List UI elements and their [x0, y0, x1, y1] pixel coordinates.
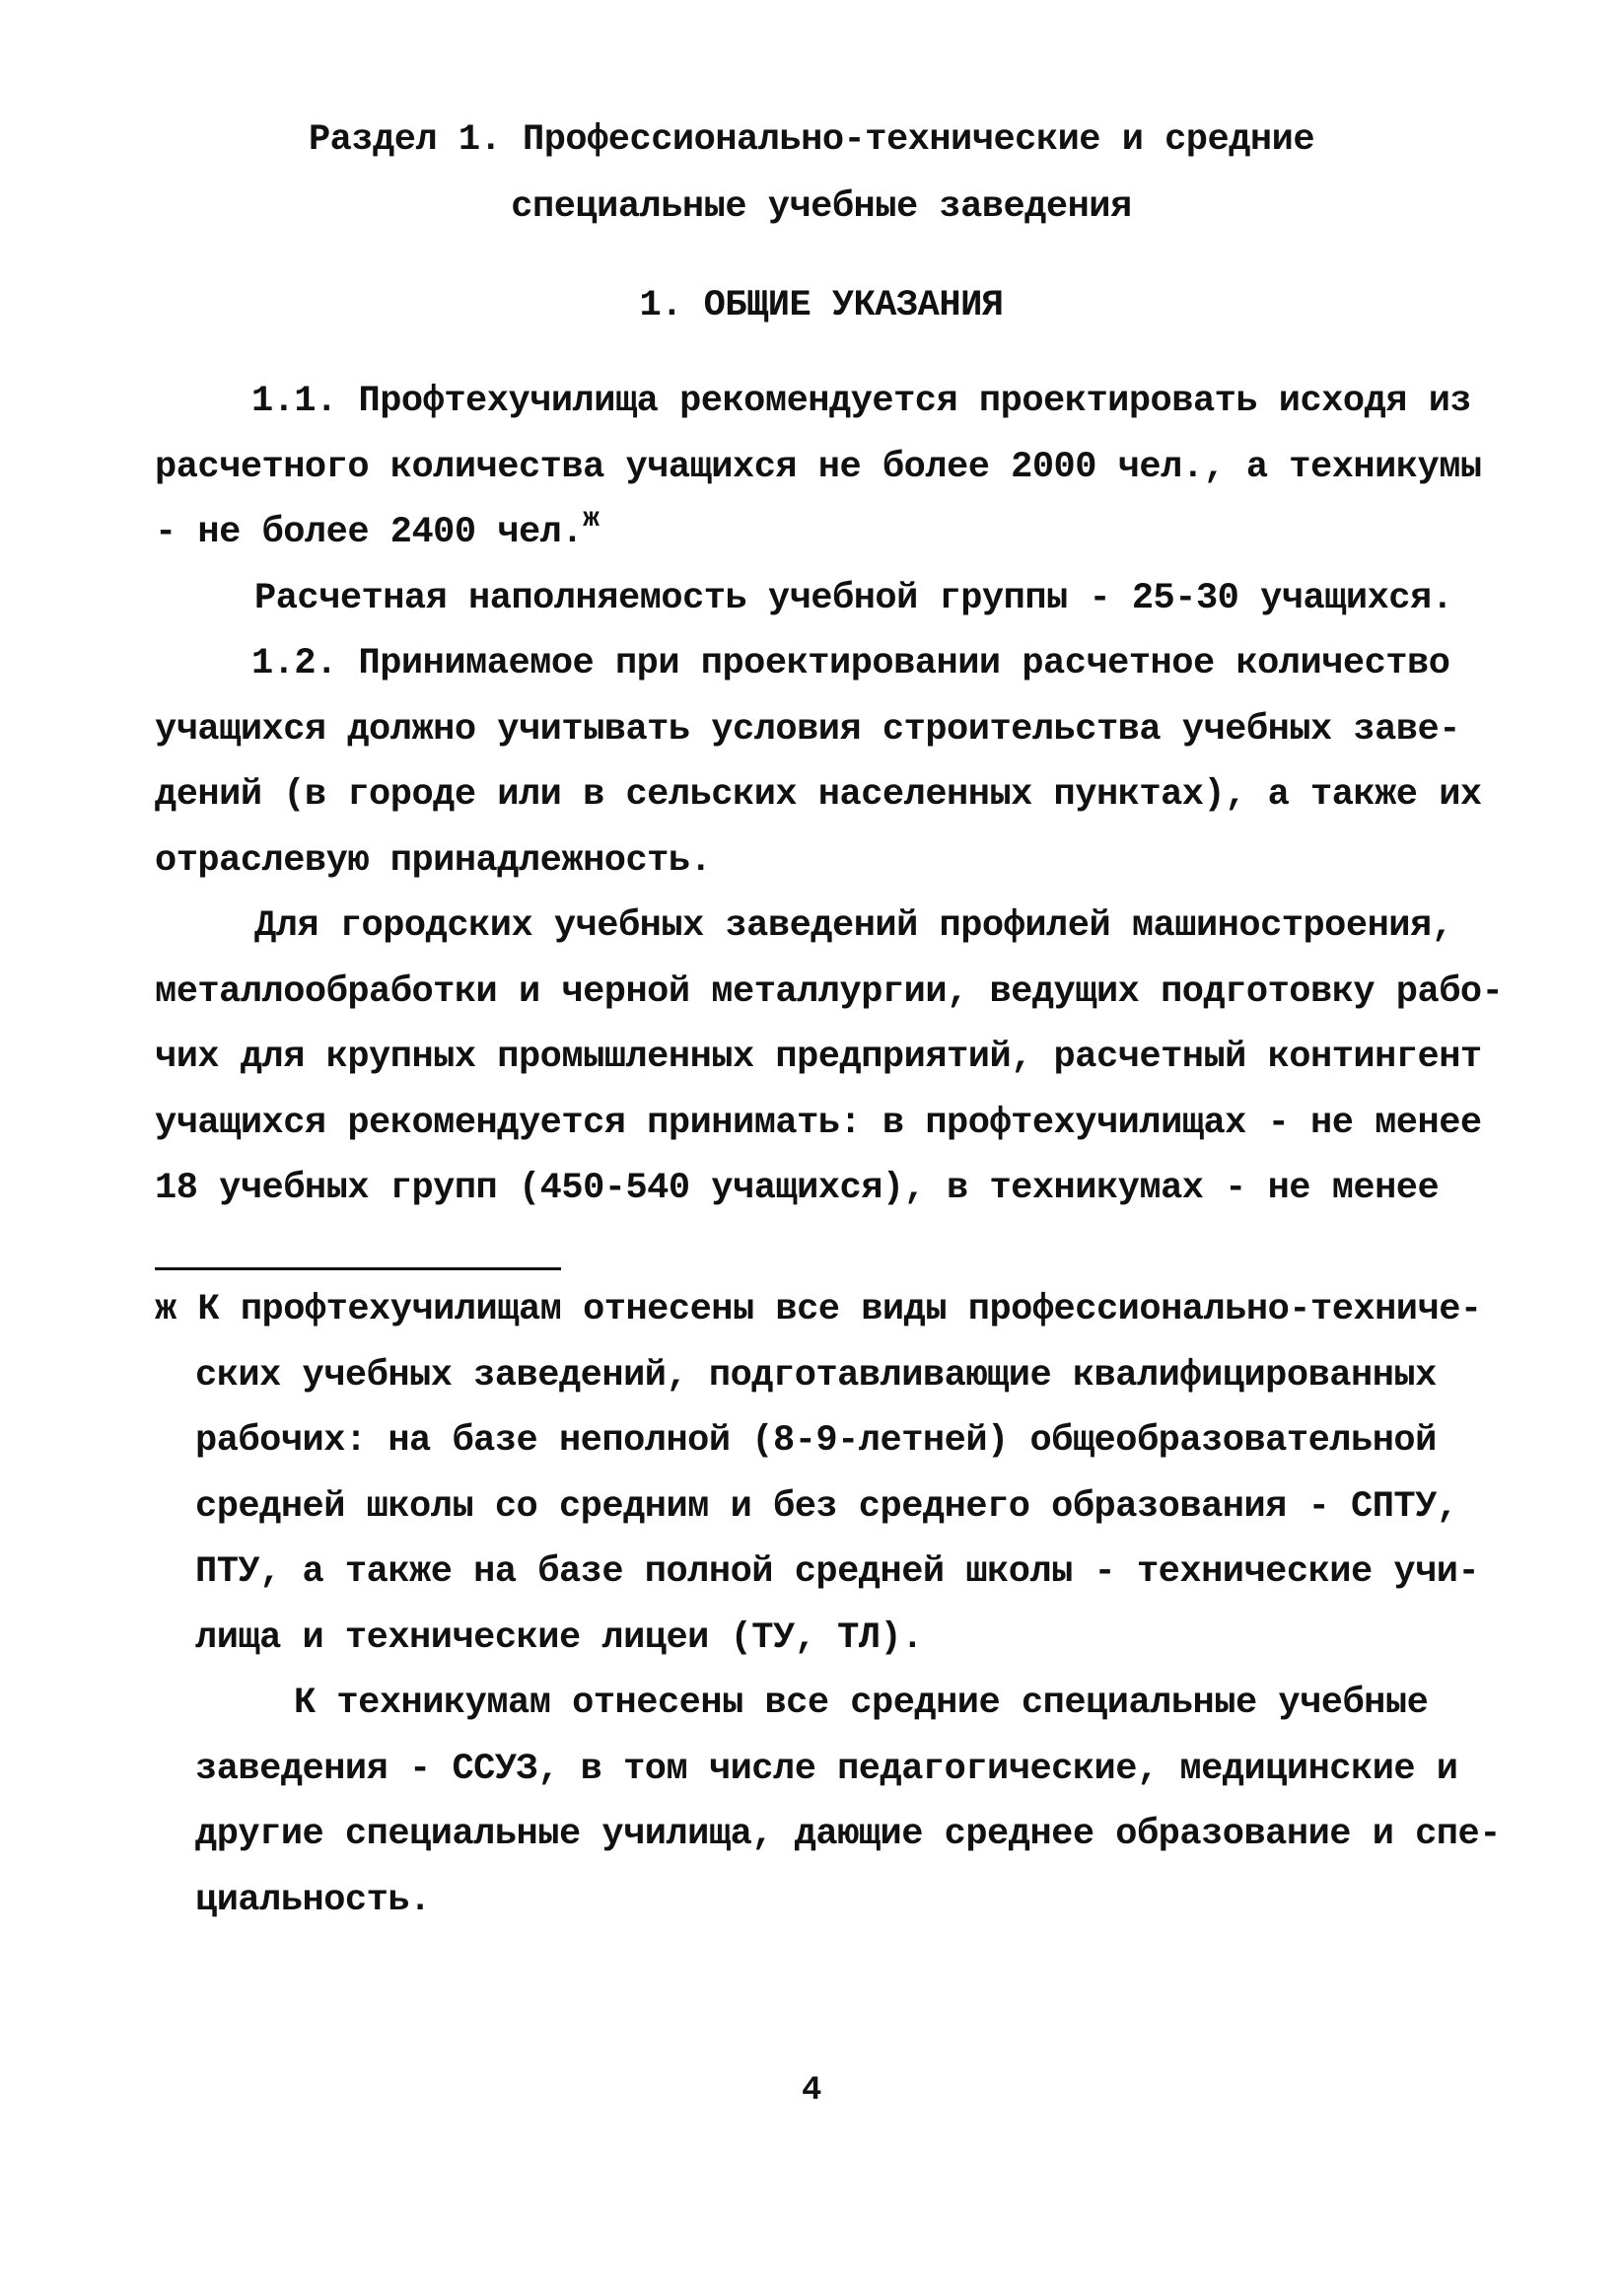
footnote-2-line-1: К техникумам отнесены все средние специальные учебные	[294, 1683, 1429, 1724]
paragraph-1-1-line-1: 1.1. Профтехучилища рекомендуется проектировать исходя из	[251, 381, 1472, 422]
group-size-line: Расчетная наполняемость учебной группы - 25-30 учащихся.	[254, 578, 1453, 619]
paragraph-1-2-line-3: дений (в городе или в сельских населенных пунктах), а также их	[155, 774, 1482, 816]
footnote-1-line-6: лища и технические лицеи (ТУ, ТЛ).	[195, 1617, 923, 1659]
page-number: 4	[802, 2072, 821, 2110]
city-schools-line-5: 18 учебных групп (450-540 учащихся), в техникумах - не менее	[155, 1168, 1440, 1209]
footnote-separator	[155, 1267, 561, 1270]
footnote-2-line-4: циальность.	[195, 1880, 431, 1921]
footnote-1-line-5: ПТУ, а также на базе полной средней школы - технические учи-	[195, 1551, 1480, 1593]
section-title-line-2: специальные учебные заведения	[511, 186, 1132, 228]
city-schools-line-3: чих для крупных промышленных предприятий, расчетный контингент	[155, 1037, 1482, 1078]
chapter-title: 1. ОБЩИЕ УКАЗАНИЯ	[639, 285, 1004, 326]
paragraph-1-1-line-2: расчетного количества учащихся не более 2000 чел., а техникумы	[155, 447, 1482, 488]
paragraph-1-2-line-1: 1.2. Принимаемое при проектировании расчетное количество	[251, 643, 1450, 684]
footnote-2-line-3: другие специальные училища, дающие среднее образование и спе-	[195, 1814, 1501, 1855]
city-schools-line-2: металлообработки и черной металлургии, ведущих подготовку рабо-	[155, 971, 1504, 1013]
paragraph-1-1-line-3-text: - не более 2400 чел.	[155, 512, 584, 553]
paragraph-1-2-line-2: учащихся должно учитывать условия строительства учебных заве-	[155, 709, 1460, 751]
section-title-line-1: Раздел 1. Профессионально-технические и средние	[308, 119, 1315, 161]
footnote-2-line-2: заведения - ССУЗ, в том числе педагогические, медицинские и	[195, 1749, 1458, 1790]
footnote-1-line-3: рабочих: на базе неполной (8-9-летней) общеобразовательной	[195, 1420, 1437, 1462]
paragraph-1-2-line-4: отраслевую принадлежность.	[155, 840, 712, 882]
footnote-1-line-2: ских учебных заведений, подготавливающие квалифицированных	[195, 1355, 1437, 1397]
paragraph-1-1-line-3	[155, 504, 600, 557]
footnote-1-line-1: ж К профтехучилищам отнесены все виды профессионально-техниче-	[155, 1289, 1482, 1330]
city-schools-line-4: учащихся рекомендуется принимать: в профтехучилищах - не менее	[155, 1103, 1482, 1144]
city-schools-line-1: Для городских учебных заведений профилей машиностроения,	[254, 905, 1453, 947]
footnote-marker: ж	[583, 504, 600, 535]
footnote-1-line-4: средней школы со средним и без среднего образования - СПТУ,	[195, 1486, 1458, 1528]
